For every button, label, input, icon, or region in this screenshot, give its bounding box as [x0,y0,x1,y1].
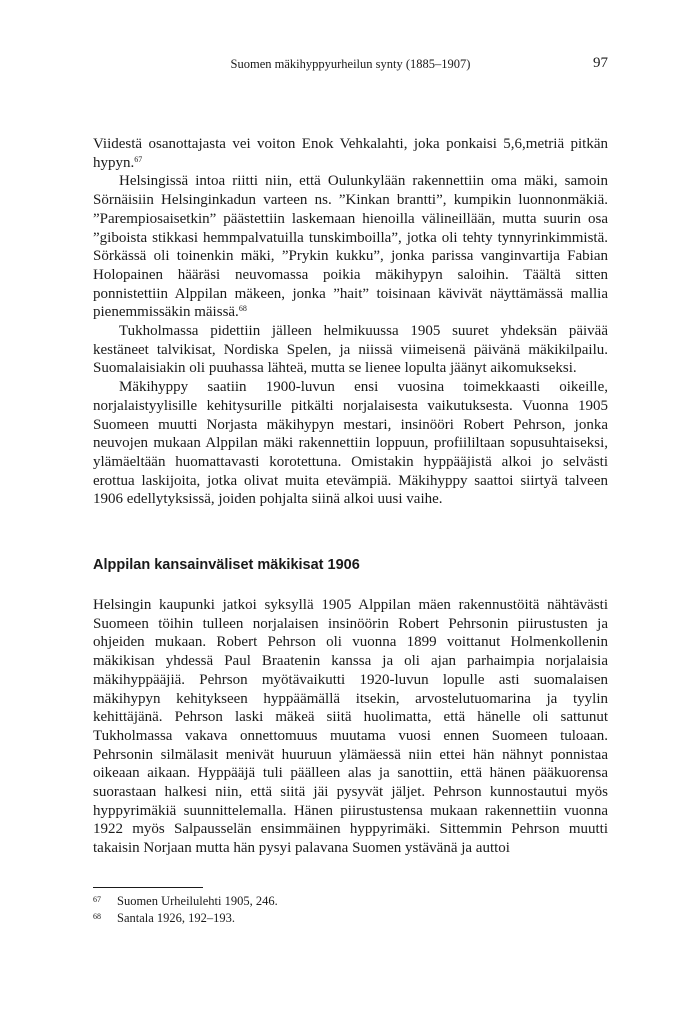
running-header [93,56,608,74]
paragraph-text: Helsingissä intoa riitti niin, että Oulunkylään rakennettiin oma mäki, samoin Sörnäisiin Helsinginkadun varteen ns. ”Kinkan brantti”, kumpikin luonnonmäkiä. ”Parempiosaisetkin” päästettiin laskemaan hienoilla välineillään, mutta suurin osa ”giboista stikkasi hemmpalvatuilla tunskimboilla”, jotka oli tehty tynnyrinkimmistä. Sörkässä oli toinenkin mäki, ”Prykin kukku”, jonka parissa vanginvartija Fabian Holopainen hääräsi neuvomassa poikia mäkihypyn saloihin. Täältä sitten ponnistettiin Alppilan mäkeen, jonka ”hait” toisinaan kävivät näyttämässä mallia pienemmissäkin mäissä. [93,173,608,321]
footnote-number: 67 [93,895,101,904]
section-text [93,596,608,858]
footnotes [93,893,608,927]
running-title: Suomen mäkihyppyurheilun synty (1885–1907) [230,57,471,71]
section-heading: Alppilan kansainväliset mäkikisat 1906 [93,557,360,573]
footnote [93,893,608,910]
paragraph [93,135,608,172]
footnote-text: Santala 1926, 192–193. [117,911,236,925]
page-number: 97 [593,55,608,71]
body-text [93,135,608,509]
paragraph [93,172,608,322]
footnote-divider [93,887,203,888]
paragraph: Tukholmassa pidettiin jälleen helmikuussa 1905 suuret yhdeksän päivää kestäneet talvikisat, Nordiska Spelen, ja niissä viimeisenä päivänä mäkikilpailu. Suomalaisiakin oli puuhassa lähteä, mutta se lienee lopulta jäänyt aikomukseksi. [93,323,608,377]
footnote-ref[interactable]: 67 [134,154,143,164]
footnote-text: Suomen Urheilulehti 1905, 246. [117,894,278,908]
footnote-number: 68 [93,912,101,921]
paragraph: Mäkihyppy saatiin 1900-luvun ensi vuosina toimekkaasti oikeille, norjalaistyylisille kehitysurille pitkälti norjalaisesta vaikutuksesta. Vuonna 1905 Suomeen muutti Norjasta mäkihypyn mestari, insinööri Robert Pehrson, jonka neuvojen mukaan Alppilan mäki rakennettiin loppuun, profiililtaan sopusuhtaiseksi, ylämäeltään huomattavasti korotettuna. Omistakin hyppääjistä alkoi jo selvästi erottua laskijoita, jotka olivat muita etevämpiä. Mäkihyppy saattoi siirtyä talveen 1906 edellytyksissä, joiden pohjalta siinä alkoi uusi vaihe. [93,379,608,508]
paragraph: Helsingin kaupunki jatkoi syksyllä 1905 Alppilan mäen rakennustöitä nähtävästi Suomeen töihin tulleen norjalaisen insinöörin Robert Pehrsonin piirustusten ja ohjeiden mukaan. Robert Pehrson oli vuonna 1899 voittanut Holmenkollenin mäkikisan yhdessä Paul Braatenin kanssa ja oli ajan parhaimpia norjalaisia mäkihyppääjiä. Pehrson myötävaikutti 1920-luvun lopulle asti suomalaisen mäkihypyn kehitykseen hyppäämällä itsekin, arvostelutuomarina ja tyylin kehittäjänä. Pehrson laski mäkeä siitä huolimatta, että hänelle oli sattunut Tukholmassa vakava onnettomuus muutama vuosi ennen Suomeen tuloaan. Pehrsonin silmälasit menivät huuruun ylämäessä niin ettei hän nähnyt ponnistaa oikeaan aikaan. Hyppääjä tuli päälleen alas ja sanottiin, että hänen pääkuorensa suorastaan halkesi niin, että siitä jäi pysyvät jäljet. Pehrson kunnostautui myös hyppyrimäkiä suunnittelemalla. Hänen piirustustensa mukaan rakennettiin vuonna 1922 myös Salpausselän ensimmäinen hyppyrimäki. Sittemmin Pehrson muutti takaisin Norjaan mutta hän pysyi palavana Suomen ystävänä ja auttoi [93,597,608,857]
footnote-ref[interactable]: 68 [238,304,247,314]
footnote [93,910,608,927]
paragraph-text: Viidestä osanottajasta vei voiton Enok Vehkalahti, joka ponkaisi 5,6,metriä pitkän hypyn. [93,136,608,171]
